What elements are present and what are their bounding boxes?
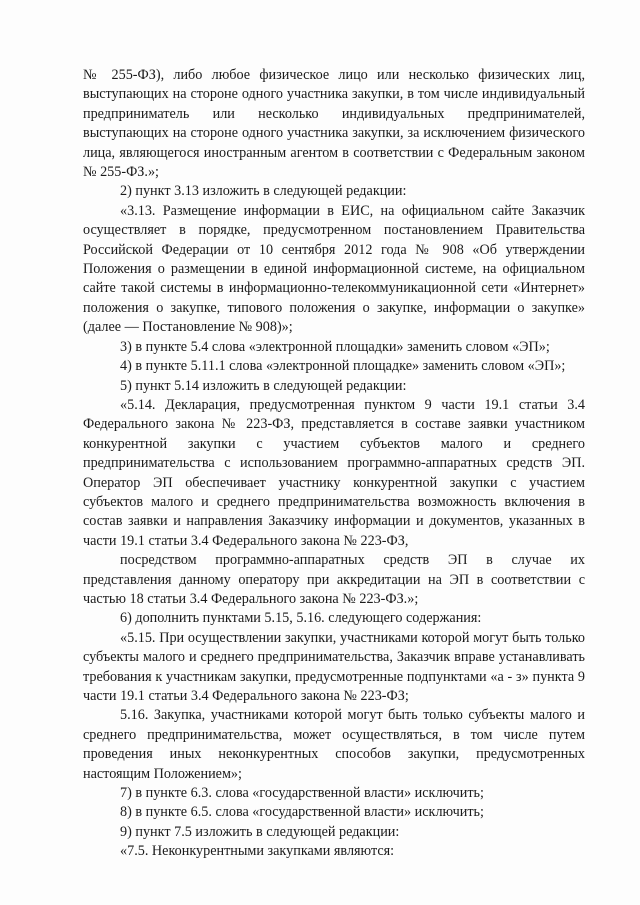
paragraph-13: 8) в пункте 6.5. слова «государственной власти» исключить;	[120, 804, 484, 821]
paragraph-4: 3) в пункте 5.4 слова «электронной площадки» заменить словом «ЭП»;	[120, 338, 550, 355]
paragraph-11: 5.16. Закупка, участниками которой могут быть только субъекты малого и среднего предпринимательства, может осуществляться, в том числе путем проведения иных неконкурентных способов закупки, предусмотренных настоящим Положением»;	[83, 707, 585, 782]
paragraph-6: 5) пункт 5.14 изложить в следующей редакции:	[120, 377, 407, 394]
paragraph-9: 6) дополнить пунктами 5.15, 5.16. следующего содержания:	[120, 610, 482, 627]
paragraph-14: 9) пункт 7.5 изложить в следующей редакции:	[120, 823, 400, 840]
paragraph-2: 2) пункт 3.13 изложить в следующей редакции:	[120, 183, 407, 200]
paragraph-1: № 255-ФЗ), либо любое физическое лицо или несколько физических лиц, выступающих на стороне одного участника закупки, в том числе индивидуальный предприниматель или несколько индивидуальных предпринимателей, выступающих на стороне одного участника закупки, за исключением физического лица, являющегося иностранным агентом в соответствии с Федеральным законом № 255-ФЗ.»;	[83, 67, 585, 181]
paragraph-7: «5.14. Декларация, предусмотренная пунктом 9 части 19.1 статьи 3.4 Федерального закона № 223-ФЗ, представляется в составе заявки участником конкурентной закупки с участием субъектов малого и среднего предпринимательства с использованием программно-аппаратных средств ЭП. Оператор ЭП обеспечивает участнику конкурентной закупки с участием субъектов малого и среднего предпринимательства возможность включения в состав заявки и направления Заказчику информации и документов, указанных в части 19.1 статьи 3.4 Федерального закона № 223-ФЗ,	[83, 396, 585, 549]
document-body	[83, 66, 585, 862]
paragraph-3: «3.13. Размещение информации в ЕИС, на официальном сайте Заказчик осуществляет в порядке, предусмотренном постановлением Правительства Российской Федерации от 10 сентября 2012 года № 908 «Об утверждении Положения о размещении в единой информационной системе, на официальном сайте такой системы в информационно-телекоммуникационной сети «Интернет» положения о закупке, типового положения о закупке, информации о закупке» (далее — Постановление № 908)»;	[83, 202, 585, 336]
paragraph-15: «7.5. Неконкурентными закупками являются:	[120, 843, 395, 860]
paragraph-12: 7) в пункте 6.3. слова «государственной власти» исключить;	[120, 785, 484, 802]
paragraph-8: посредством программно-аппаратных средств ЭП в случае их представления данному оператору при аккредитации на ЭП в соответствии с частью 18 статьи 3.4 Федерального закона № 223-ФЗ.»;	[83, 552, 585, 607]
paragraph-10: «5.15. При осуществлении закупки, участниками которой могут быть только субъекты малого и среднего предпринимательства, Заказчик вправе устанавливать требования к участникам закупки, предусмотренные подпунктами «а - з» пункта 9 части 19.1 статьи 3.4 Федерального закона № 223-ФЗ;	[83, 629, 585, 704]
paragraph-5: 4) в пункте 5.11.1 слова «электронной площадке» заменить словом «ЭП»;	[120, 358, 566, 375]
